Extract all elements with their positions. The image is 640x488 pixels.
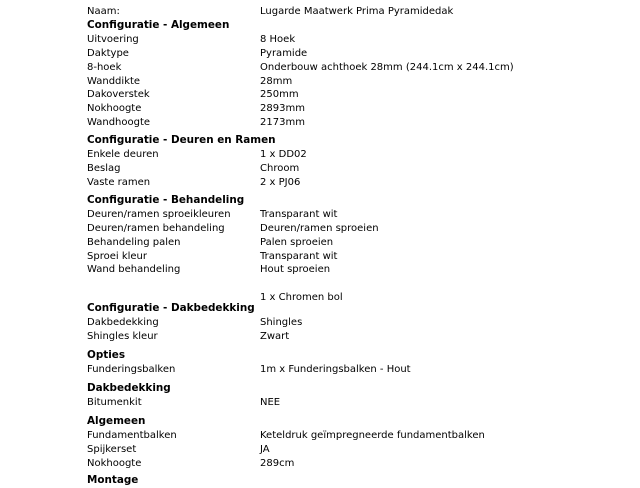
spec-label: Shingles kleur xyxy=(87,330,158,342)
spec-label: Dakoverstek xyxy=(87,89,150,101)
section-heading: Algemeen xyxy=(87,415,146,427)
spec-label: Enkele deuren xyxy=(87,148,159,160)
spec-value: 2173mm xyxy=(260,117,305,129)
spec-row xyxy=(87,429,627,443)
spec-row xyxy=(87,116,627,130)
spec-value: 2 x PJ06 xyxy=(260,176,301,188)
section-dakbedekking-config xyxy=(87,302,627,344)
spec-label: Wand behandeling xyxy=(87,264,181,276)
spec-value: NEE xyxy=(260,396,281,408)
section-algemeen xyxy=(87,415,627,471)
spec-row xyxy=(87,88,627,102)
spec-row xyxy=(87,396,627,410)
section-behandeling xyxy=(87,194,627,305)
spec-label: Wanddikte xyxy=(87,75,141,87)
spec-row xyxy=(87,316,627,330)
spec-label: Funderingsbalken xyxy=(87,363,176,375)
spec-label: Daktype xyxy=(87,47,129,59)
section-opties xyxy=(87,349,627,377)
spec-value: 8 Hoek xyxy=(260,33,296,45)
spec-row xyxy=(87,236,627,250)
spec-row xyxy=(87,176,627,190)
spec-row xyxy=(87,47,627,61)
section-heading: Configuratie - Deuren en Ramen xyxy=(87,134,276,146)
section-configuratie-algemeen xyxy=(87,19,627,130)
section-heading: Montage xyxy=(87,474,139,486)
spec-row xyxy=(87,33,627,47)
name-block xyxy=(87,5,627,19)
spec-row xyxy=(87,61,627,75)
section-deuren-en-ramen xyxy=(87,134,627,190)
name-label: Naam: xyxy=(87,6,120,17)
spec-value: Hout sproeien xyxy=(260,264,331,276)
spec-row xyxy=(87,102,627,116)
spec-row xyxy=(87,75,627,89)
spec-row xyxy=(87,330,627,344)
spec-label: Bitumenkit xyxy=(87,396,142,408)
spec-label: Deuren/ramen sproeikleuren xyxy=(87,208,231,220)
spec-value: 1m x Funderingsbalken - Hout xyxy=(260,363,411,375)
spec-row xyxy=(87,457,627,471)
spec-row xyxy=(87,363,627,377)
section-heading: Configuratie - Algemeen xyxy=(87,19,230,31)
spec-label: Wandhoogte xyxy=(87,117,151,129)
spec-value: Keteldruk geïmpregneerde fundamentbalken xyxy=(260,429,485,441)
section-heading: Configuratie - Dakbedekking xyxy=(87,302,255,314)
spec-value: 1 x DD02 xyxy=(260,148,307,160)
spec-value: Chroom xyxy=(260,162,300,174)
spec-value: Palen sproeien xyxy=(260,236,334,248)
spec-row xyxy=(87,443,627,457)
section-heading: Dakbedekking xyxy=(87,382,171,394)
spec-label: Dakbedekking xyxy=(87,316,159,328)
spec-value: Shingles xyxy=(260,316,303,328)
spec-row xyxy=(87,162,627,176)
spec-value: Transparant wit xyxy=(260,208,338,220)
spec-value: 2893mm xyxy=(260,103,305,115)
spec-label: Sproei kleur xyxy=(87,250,147,262)
section-montage xyxy=(87,474,627,488)
section-heading: Opties xyxy=(87,349,126,361)
spec-value: Deuren/ramen sproeien xyxy=(260,222,379,234)
spec-value: Transparant wit xyxy=(260,250,338,262)
blank-line xyxy=(87,277,627,291)
name-value: Lugarde Maatwerk Prima Pyramidedak xyxy=(260,6,454,17)
spec-value: 28mm xyxy=(260,75,293,87)
spec-value: 1 x Chromen bol xyxy=(260,292,343,304)
spec-label: Behandeling palen xyxy=(87,236,181,248)
name-row xyxy=(87,5,627,19)
spec-value: Zwart xyxy=(260,330,290,342)
spec-row xyxy=(87,250,627,264)
spec-row xyxy=(87,222,627,236)
spec-label: Nokhoogte xyxy=(87,457,142,469)
spec-row xyxy=(87,148,627,162)
spec-label: Beslag xyxy=(87,162,121,174)
spec-value: JA xyxy=(260,443,270,455)
spec-value: Onderbouw achthoek 28mm (244.1cm x 244.1cm) xyxy=(260,61,514,73)
spec-row xyxy=(87,263,627,277)
spec-label: Uitvoering xyxy=(87,33,139,45)
spec-label: Vaste ramen xyxy=(87,176,151,188)
spec-value: 289cm xyxy=(260,457,295,469)
spec-label: 8-hoek xyxy=(87,61,122,73)
spec-label: Fundamentbalken xyxy=(87,429,177,441)
section-heading: Configuratie - Behandeling xyxy=(87,194,245,206)
section-dakbedekking xyxy=(87,382,627,410)
spec-label: Nokhoogte xyxy=(87,103,142,115)
spec-row xyxy=(87,208,627,222)
spec-label: Spijkerset xyxy=(87,443,137,455)
spec-value: Pyramide xyxy=(260,47,308,59)
spec-value: 250mm xyxy=(260,89,299,101)
spec-label: Deuren/ramen behandeling xyxy=(87,222,225,234)
